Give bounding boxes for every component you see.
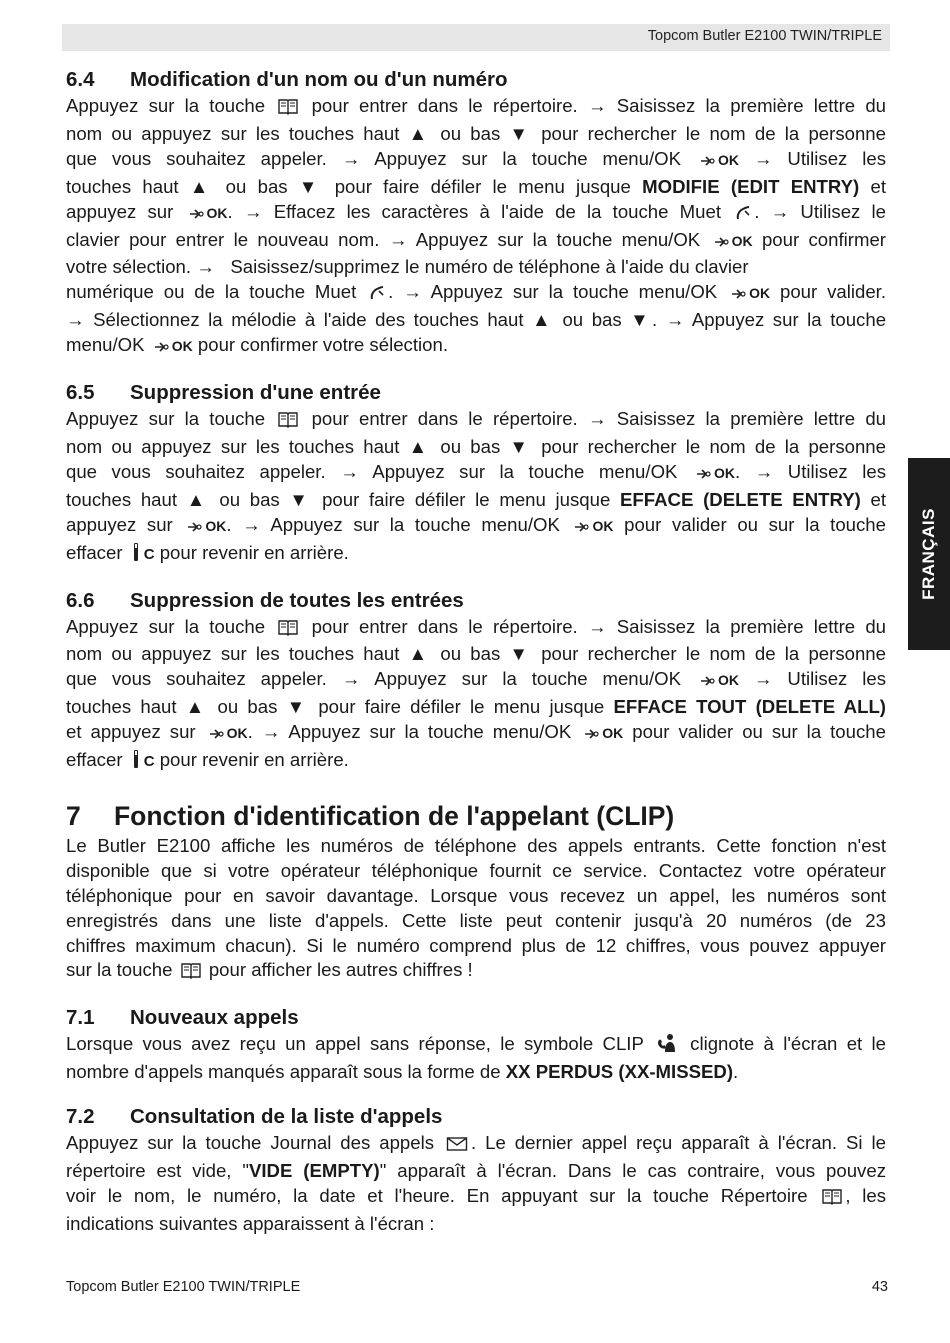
menu-ok-key-icon xyxy=(186,516,202,541)
mute-key-icon xyxy=(369,283,385,308)
menu-ok-key-icon xyxy=(153,336,169,361)
up-arrow-icon: ▲ xyxy=(408,122,432,144)
handset-key-icon xyxy=(131,542,141,569)
arrow-icon: → xyxy=(753,147,773,169)
text-line: touches haut ▲ ou bas ▼ pour faire défiler le menu jusque EFFACE TOUT (DELETE ALL) xyxy=(66,696,886,718)
section-body-6-5 xyxy=(66,407,886,568)
header-title: Topcom Butler E2100 TWIN/TRIPLE xyxy=(647,28,882,44)
section-heading-6-4 xyxy=(66,66,886,94)
menu-ok-key-icon xyxy=(713,231,729,256)
text-line: que vous souhaitez appeler. → Appuyez sur la touche menu/OK OK. → Utilisez les xyxy=(66,460,886,488)
text-line: touches haut ▲ ou bas ▼ pour faire défiler le menu jusque EFFACE (DELETE ENTRY) et xyxy=(66,488,886,510)
text-line: nom ou appuyez sur les touches haut ▲ ou bas ▼ pour rechercher le nom de la personne xyxy=(66,435,886,457)
text-line: menu/OK OK pour confirmer votre sélection. xyxy=(66,333,886,361)
section-title: Suppression d'une entrée xyxy=(130,381,381,405)
down-arrow-icon: ▼ xyxy=(509,435,532,457)
chapter-number: 7 xyxy=(66,800,81,831)
text-line: répertoire est vide, "VIDE (EMPTY)" apparaît à l'écran. Dans le cas contraire, vous pouvez xyxy=(66,1160,886,1182)
text-line: → Sélectionnez la mélodie à l'aide des touches haut ▲ ou bas ▼. → Appuyez sur la touche xyxy=(66,309,886,331)
arrow-icon: → xyxy=(587,615,607,637)
menu-ok-key-icon xyxy=(208,723,224,748)
up-arrow-icon: ▲ xyxy=(532,309,554,331)
arrow-icon: → xyxy=(242,513,261,535)
text-line: Lorsque vous avez reçu un appel sans réponse, le symbole CLIP clignote à l'écran et le xyxy=(66,1032,886,1060)
arrow-icon: → xyxy=(261,721,281,743)
text-line: Appuyez sur la touche pour entrer dans le répertoire. → Saisissez la première lettre du xyxy=(66,407,886,435)
section-title: Suppression de toutes les entrées xyxy=(130,588,464,612)
text-line: touches haut ▲ ou bas ▼ pour faire défiler le menu jusque MODIFIE (EDIT ENTRY) et xyxy=(66,175,886,197)
section-number: 6.5 xyxy=(66,381,95,405)
text-line: que vous souhaitez appeler. → Appuyez sur la touche menu/OK OK → Utilisez les xyxy=(66,667,886,695)
section-heading-7-2 xyxy=(66,1103,886,1131)
menu-ok-key-icon xyxy=(695,463,711,488)
down-arrow-icon: ▼ xyxy=(286,696,310,718)
section-heading-6-6 xyxy=(66,587,886,615)
clip-symbol-icon xyxy=(656,1033,678,1060)
text-line: clavier pour entrer le nouveau nom. → Appuyez sur la touche menu/OK OK pour confirmer xyxy=(66,228,886,256)
up-arrow-icon: ▲ xyxy=(408,643,432,665)
footer-title: Topcom Butler E2100 TWIN/TRIPLE xyxy=(66,1279,301,1295)
up-arrow-icon: ▲ xyxy=(186,488,210,510)
text-line: disponible que si votre opérateur téléphonique fournit ce service. Contactez votre opérateur xyxy=(66,859,886,881)
text-line: indications suivantes apparaissent à l'écran : xyxy=(66,1212,435,1234)
section-body-7-1 xyxy=(66,1032,886,1085)
menu-ok-key-icon xyxy=(188,203,204,228)
section-heading-7-1 xyxy=(66,1004,886,1032)
menu-ok-key-icon xyxy=(699,150,715,175)
section-body-7-2 xyxy=(66,1131,886,1237)
down-arrow-icon: ▼ xyxy=(509,643,532,665)
section-number: 7.1 xyxy=(66,1006,95,1030)
phonebook-icon xyxy=(278,97,298,122)
text-line: que vous souhaitez appeler. → Appuyez sur la touche menu/OK OK → Utilisez les xyxy=(66,147,886,175)
up-arrow-icon: ▲ xyxy=(408,435,432,457)
text-line: appuyez sur OK. → Appuyez sur la touche menu/OK OK pour valider ou sur la touche xyxy=(66,513,886,541)
chapter-title: Fonction d'identification de l'appelant (CLIP) xyxy=(114,800,675,831)
section-title: Nouveaux appels xyxy=(130,1006,299,1030)
handset-key-icon xyxy=(131,749,141,776)
section-body-6-4 xyxy=(66,94,886,361)
section-number: 6.4 xyxy=(66,68,95,91)
arrow-icon: → xyxy=(587,95,607,116)
section-heading-6-5 xyxy=(66,379,886,407)
arrow-icon: → xyxy=(754,460,774,482)
phonebook-icon xyxy=(822,1187,842,1212)
section-number: 7.2 xyxy=(66,1105,95,1129)
text-line: effacer C pour revenir en arrière. xyxy=(66,748,886,776)
text-line: enregistrés dans une liste d'appels. Cette liste peut contenir jusqu'à 20 numéros (de 23 xyxy=(66,909,886,931)
arrow-icon: → xyxy=(340,460,359,482)
menu-ok-key-icon xyxy=(730,283,746,308)
text-line: Appuyez sur la touche Journal des appels . Le dernier appel reçu apparaît à l'écran. Si le xyxy=(66,1131,886,1159)
text-line: Le Butler E2100 affiche les numéros de téléphone des appels entrants. Cette fonction n'est xyxy=(66,834,886,856)
text-line: nom ou appuyez sur les touches haut ▲ ou bas ▼ pour rechercher le nom de la personne xyxy=(66,643,886,665)
arrow-icon: → xyxy=(341,668,361,690)
up-arrow-icon: ▲ xyxy=(189,175,215,197)
language-tab-label: FRANÇAIS xyxy=(919,508,938,600)
text-line: Appuyez sur la touche pour entrer dans le répertoire. → Saisissez la première lettre du xyxy=(66,615,886,643)
text-line: nombre d'appels manqués apparaît sous la forme de XX PERDUS (XX-MISSED). xyxy=(66,1061,739,1083)
section-number: 6.6 xyxy=(66,588,95,612)
up-arrow-icon: ▲ xyxy=(185,696,209,718)
page-number: 43 xyxy=(871,1279,888,1295)
arrow-icon: → xyxy=(388,228,408,250)
arrow-icon: → xyxy=(770,200,790,222)
header-bar xyxy=(62,24,890,51)
section-title: Modification d'un nom ou d'un numéro xyxy=(130,68,508,91)
arrow-icon: → xyxy=(66,309,85,331)
chapter-body-7 xyxy=(66,834,886,986)
arrow-icon: → xyxy=(341,147,361,169)
text-line: numérique ou de la touche Muet . → Appuyez sur la touche menu/OK OK pour valider. xyxy=(66,280,886,308)
phonebook-icon xyxy=(278,410,298,435)
text-line: et appuyez sur OK. → Appuyez sur la touche menu/OK OK pour valider ou sur la touche xyxy=(66,720,886,748)
down-arrow-icon: ▼ xyxy=(509,122,532,144)
page-content xyxy=(66,66,886,1237)
down-arrow-icon: ▼ xyxy=(298,175,324,197)
phonebook-icon xyxy=(278,618,298,643)
section-body-6-6 xyxy=(66,615,886,776)
arrow-icon: → xyxy=(243,200,263,222)
menu-ok-key-icon xyxy=(699,670,715,695)
down-arrow-icon: ▼ xyxy=(630,309,653,331)
text-line: téléphonique pour en savoir davantage. Lorsque vous recevez un appel, les numéros sont xyxy=(66,884,886,906)
mute-key-icon xyxy=(735,203,751,228)
section-title: Consultation de la liste d'appels xyxy=(130,1105,443,1129)
phonebook-icon xyxy=(181,961,201,986)
text-line: chiffres maximum chacun). Si le numéro comprend plus de 12 chiffres, vous pouvez appuyer xyxy=(66,934,886,956)
text-line: votre sélection. → Saisissez/supprimez le numéro de téléphone à l'aide du clavier xyxy=(66,256,749,278)
call-log-envelope-icon xyxy=(446,1134,468,1159)
arrow-icon: → xyxy=(403,281,422,303)
arrow-icon: → xyxy=(587,408,607,430)
text-line: nom ou appuyez sur les touches haut ▲ ou bas ▼ pour rechercher le nom de la personne xyxy=(66,122,886,144)
down-arrow-icon: ▼ xyxy=(289,488,313,510)
chapter-heading-7 xyxy=(66,798,886,834)
text-line: voir le nom, le numéro, la date et l'heure. En appuyant sur la touche Répertoire , les xyxy=(66,1184,886,1212)
arrow-icon: → xyxy=(665,309,685,331)
arrow-icon: → xyxy=(196,256,215,278)
language-tab xyxy=(908,458,950,650)
menu-ok-key-icon xyxy=(583,723,599,748)
text-line: appuyez sur OK. → Effacez les caractères à l'aide de la touche Muet . → Utilisez le xyxy=(66,200,886,228)
menu-ok-key-icon xyxy=(573,516,589,541)
text-line: effacer C pour revenir en arrière. xyxy=(66,541,886,569)
text-line: Appuyez sur la touche pour entrer dans le répertoire. → Saisissez la première lettre du xyxy=(66,94,886,122)
text-line: sur la touche pour afficher les autres chiffres ! xyxy=(66,958,886,986)
arrow-icon: → xyxy=(753,668,773,690)
